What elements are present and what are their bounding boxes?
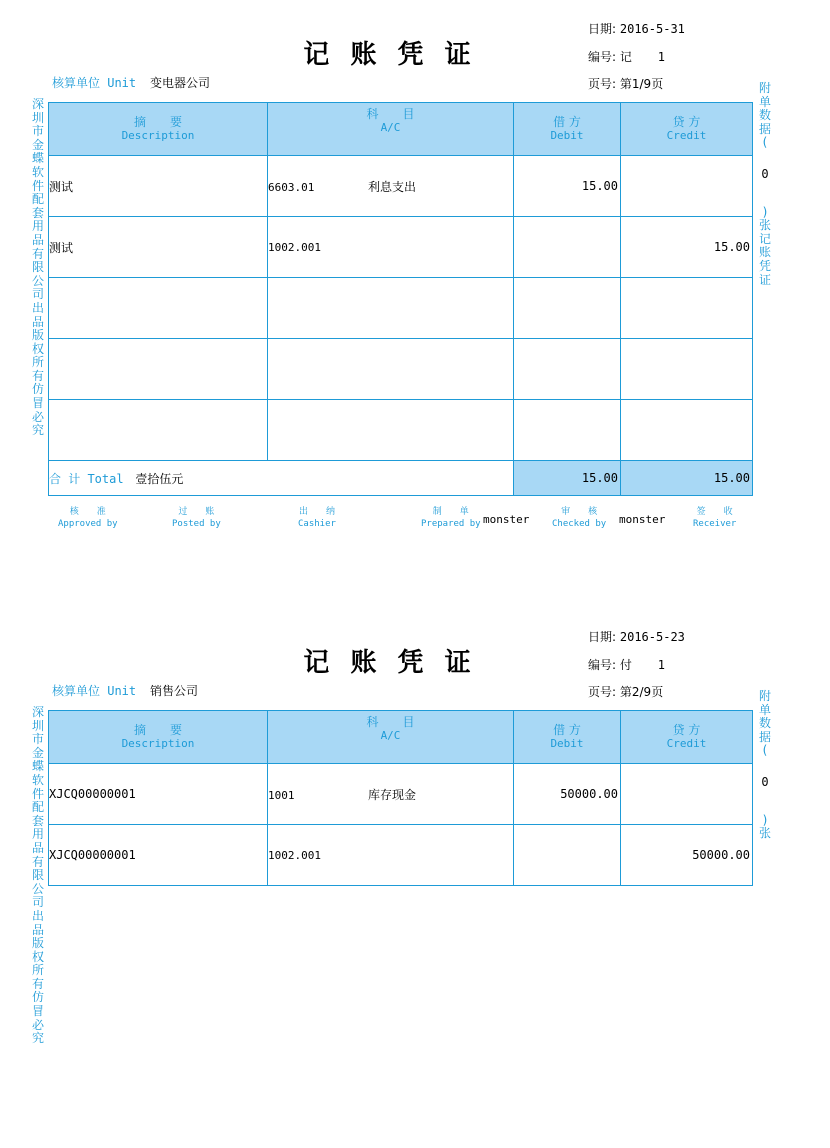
row-account [268, 400, 514, 461]
account-name: 利息支出 [368, 179, 417, 194]
attachment-vertical-text [757, 82, 773, 287]
attachment-vertical-text [757, 690, 773, 841]
row-credit [621, 278, 753, 339]
unit-value: 变电器公司 [149, 76, 210, 90]
header-account [268, 103, 514, 156]
row-credit [621, 156, 753, 217]
row-debit [514, 400, 621, 461]
page-value: 第2/9页 [619, 685, 664, 699]
header-credit [621, 103, 753, 156]
row-description: XJCQ00000001 [49, 764, 268, 825]
header-debit [514, 103, 621, 156]
table-row [49, 825, 753, 886]
header-description [49, 103, 268, 156]
header-description-en: Description [121, 737, 195, 750]
number-field [588, 48, 665, 65]
table-header-row [49, 103, 753, 156]
row-description: 测试 [49, 217, 268, 278]
row-credit [621, 339, 753, 400]
number-field [588, 656, 665, 673]
header-credit-cn: 贷 方 [672, 115, 701, 129]
table-row [49, 217, 753, 278]
row-credit: 15.00 [621, 217, 753, 278]
page-label: 页号: [588, 77, 617, 91]
row-description [49, 400, 268, 461]
row-account [268, 156, 514, 217]
row-description [49, 278, 268, 339]
page-field [588, 683, 663, 700]
row-debit: 15.00 [514, 156, 621, 217]
voucher-table [48, 102, 753, 496]
cashier-cn: 出 纳 [298, 507, 335, 517]
row-description [49, 339, 268, 400]
attachment-prefix: 附单数据( [758, 689, 771, 758]
attachment-suffix: )张 [758, 812, 771, 841]
signature-receiver [693, 506, 736, 530]
receiver-cn: 签 收 [696, 507, 733, 517]
page-label: 页号: [588, 685, 617, 699]
signature-checked [552, 506, 606, 530]
row-account [268, 217, 514, 278]
header-description-cn: 摘 要 [133, 115, 182, 129]
row-debit [514, 825, 621, 886]
prepared-by-name: monster [483, 513, 530, 526]
unit-value: 销售公司 [149, 684, 198, 698]
signature-prepared [421, 506, 481, 530]
approved-en: Approved by [58, 519, 118, 529]
header-description-cn: 摘 要 [133, 723, 182, 737]
signature-approved [58, 506, 118, 530]
account-code: 1002.001 [268, 849, 321, 862]
row-account [268, 764, 514, 825]
date-value: 2016-5-31 [619, 22, 685, 36]
number-label: 编号: [588, 658, 617, 672]
row-description: 测试 [49, 156, 268, 217]
header-credit [621, 711, 753, 764]
total-debit: 15.00 [514, 461, 621, 496]
date-label: 日期: [588, 22, 617, 36]
header-debit-en: Debit [550, 129, 584, 142]
accounting-unit [52, 682, 198, 699]
row-account [268, 339, 514, 400]
row-debit [514, 217, 621, 278]
header-debit-cn: 借 方 [553, 723, 581, 737]
header-debit-cn: 借 方 [553, 115, 581, 129]
copyright-vertical-text: 深圳市金蝶软件配套用品有限公司出品 版权所有 仿冒必究 [31, 97, 44, 438]
header-description [49, 711, 268, 764]
copyright-vertical-text: 深圳市金蝶软件配套用品有限公司出品 版权所有 仿冒必究 [31, 705, 44, 1046]
header-description-en: Description [121, 129, 195, 142]
account-code: 1001 [268, 788, 295, 802]
table-row [49, 156, 753, 217]
signature-posted [172, 506, 221, 530]
date-value: 2016-5-23 [619, 630, 685, 644]
header-debit-en: Debit [550, 737, 584, 750]
voucher-title: 记 账 凭 证 [303, 40, 477, 70]
row-credit [621, 400, 753, 461]
number-type: 付 [619, 658, 632, 672]
unit-label: 核算单位 Unit [52, 76, 137, 90]
table-row [49, 339, 753, 400]
date-field [588, 20, 685, 37]
account-code: 1002.001 [268, 241, 321, 254]
table-header-row [49, 711, 753, 764]
page-value: 第1/9页 [619, 77, 664, 91]
row-credit [621, 764, 753, 825]
number-value: 1 [657, 658, 665, 672]
table-row [49, 400, 753, 461]
header-account-cn: 科 目 [366, 107, 415, 121]
date-field [588, 628, 685, 645]
accounting-unit [52, 74, 210, 91]
signature-cashier [298, 506, 336, 530]
account-code: 6603.01 [268, 180, 315, 194]
page-field [588, 75, 663, 92]
row-account [268, 825, 514, 886]
total-credit: 15.00 [621, 461, 753, 496]
row-debit [514, 278, 621, 339]
receiver-en: Receiver [693, 519, 737, 529]
voucher-2 [0, 608, 830, 1148]
prepared-en: Prepared by [421, 519, 481, 529]
total-amount-words: 壹拾伍元 [135, 471, 184, 486]
header-credit-cn: 贷 方 [672, 723, 701, 737]
number-value: 1 [657, 50, 665, 64]
header-account [268, 711, 514, 764]
voucher-title: 记 账 凭 证 [303, 648, 477, 678]
total-row [49, 461, 753, 496]
approved-cn: 核 准 [69, 507, 106, 517]
total-label: 合 计 Total [49, 471, 124, 486]
unit-label: 核算单位 Unit [52, 684, 137, 698]
attachment-count: 0 [761, 774, 769, 789]
number-label: 编号: [588, 50, 617, 64]
header-debit [514, 711, 621, 764]
row-debit: 50000.00 [514, 764, 621, 825]
prepared-cn: 制 单 [432, 507, 469, 517]
number-type: 记 [619, 50, 632, 64]
account-name: 库存现金 [368, 787, 417, 802]
header-credit-en: Credit [666, 737, 707, 750]
checked-en: Checked by [552, 519, 607, 529]
header-account-cn: 科 目 [366, 715, 415, 729]
row-description: XJCQ00000001 [49, 825, 268, 886]
row-account [268, 278, 514, 339]
header-account-en: A/C [380, 121, 401, 134]
posted-en: Posted by [172, 519, 221, 529]
attachment-suffix: )张记账凭证 [758, 204, 771, 287]
row-debit [514, 339, 621, 400]
attachment-count: 0 [761, 166, 769, 181]
checked-by-name: monster [619, 513, 666, 526]
header-credit-en: Credit [666, 129, 707, 142]
date-label: 日期: [588, 630, 617, 644]
header-account-en: A/C [380, 729, 401, 742]
total-label-cell [49, 461, 514, 496]
checked-cn: 审 核 [561, 507, 598, 517]
voucher-1 [0, 0, 830, 540]
voucher-table [48, 710, 753, 886]
cashier-en: Cashier [298, 519, 336, 529]
row-credit: 50000.00 [621, 825, 753, 886]
table-row [49, 278, 753, 339]
attachment-prefix: 附单数据( [758, 81, 771, 150]
posted-cn: 过 账 [178, 507, 215, 517]
table-row [49, 764, 753, 825]
